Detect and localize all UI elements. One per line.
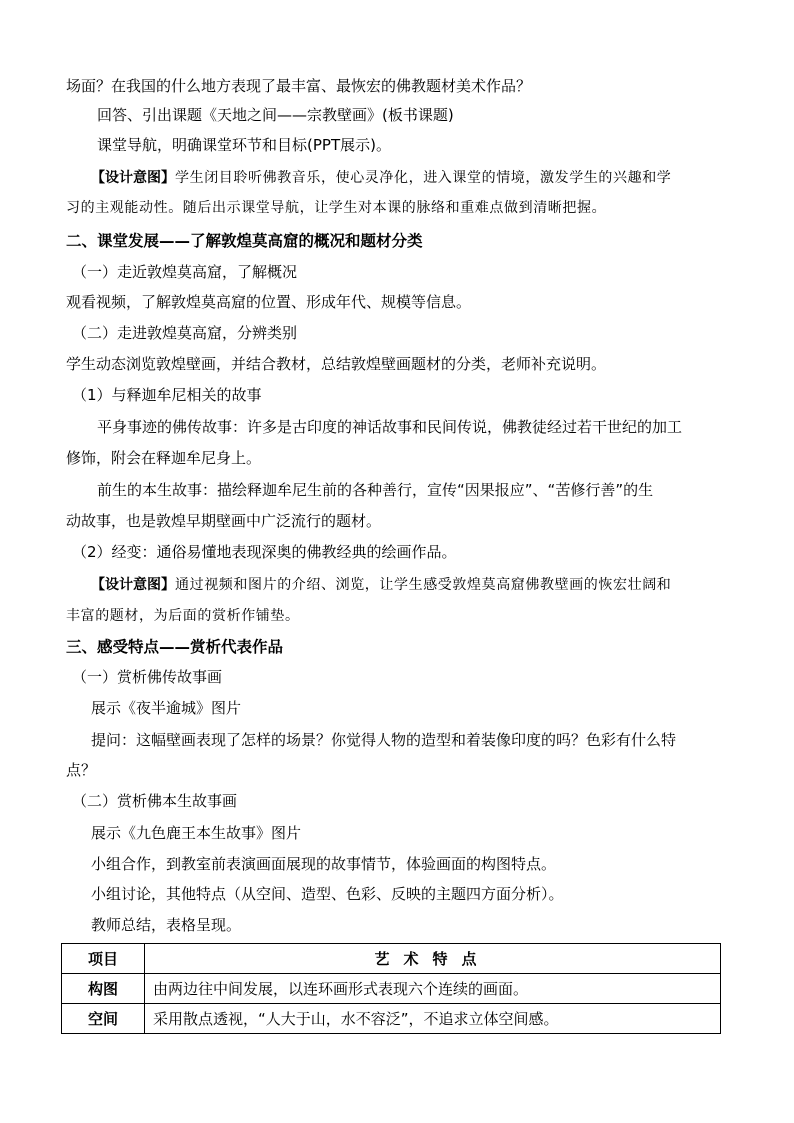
subsection-heading: （2）经变：通俗易懂地表现深奥的佛教经典的绘画作品。 [72, 543, 457, 561]
paragraph-line: 场面？在我国的什么地方表现了最丰富、最恢宏的佛教题材美术作品？ [66, 77, 532, 95]
subsection-heading: （1）与释迦牟尼相关的故事 [72, 386, 262, 404]
table-row [62, 974, 721, 1004]
design-intent-tag: 【设计意图】 [91, 170, 175, 186]
table-row [62, 1004, 721, 1034]
paragraph-line: 展示《九色鹿王本生故事》图片 [91, 824, 302, 842]
paragraph-line: 小组合作，到教室前表演画面展现的故事情节，体验画面的构图特点。 [91, 855, 557, 873]
paragraph-line: 课堂导航，明确课堂环节和目标(PPT展示)。 [97, 136, 391, 154]
design-intent-tag: 【设计意图】 [91, 577, 175, 593]
paragraph-line: 修饰，附会在释迦牟尼身上。 [66, 449, 262, 467]
paragraph-line: 前生的本生故事：描绘释迦牟尼生前的各种善行，宣传“因果报应”、“苦修行善”的生 [97, 481, 654, 499]
paragraph-line: 点？ [66, 761, 97, 779]
section-heading: 二、课堂发展——了解敦煌莫高窟的概况和题材分类 [66, 232, 423, 250]
paragraph-line: 教师总结，表格呈现。 [91, 916, 242, 934]
paragraph-line: 提问：这幅壁画表现了怎样的场景？你觉得人物的造型和着装像印度的吗？色彩有什么特 [91, 731, 677, 749]
paragraph-line: 平身事迹的佛传故事：许多是古印度的神话故事和民间传说，佛教徒经过若干世纪的加工 [97, 418, 683, 436]
design-intent-text: 通过视频和图片的介绍、浏览，让学生感受敦煌莫高窟佛教壁画的恢宏壮阔和 [175, 577, 672, 593]
subsection-heading: （一）走近敦煌莫高窟，了解概况 [72, 263, 298, 281]
design-intent-line: 丰富的题材，为后面的赏析作铺垫。 [66, 608, 300, 624]
subsection-heading: （一）赏析佛传故事画 [72, 668, 223, 686]
table-cell: 由两边往中间发展，以连环画形式表现六个连续的画面。 [145, 974, 721, 1004]
art-features-table [61, 943, 721, 1034]
section-heading: 三、感受特点——赏析代表作品 [66, 638, 284, 656]
subsection-heading: （二）赏析佛本生故事画 [72, 792, 238, 810]
table-cell: 空间 [62, 1004, 145, 1034]
paragraph-line: 学生动态浏览敦煌壁画，并结合教材，总结敦煌壁画题材的分类，老师补充说明。 [66, 355, 607, 373]
table-cell: 构图 [62, 974, 145, 1004]
table-header-cell: 艺术特点 [145, 944, 721, 974]
subsection-heading: （二）走进敦煌莫高窟，分辨类别 [72, 324, 298, 342]
table-header-row [62, 944, 721, 974]
paragraph-line: 回答、引出课题《天地之间——宗教壁画》(板书课题) [97, 106, 454, 124]
design-intent-text: 学生闭目聆听佛教音乐，使心灵净化，进入课堂的情境，激发学生的兴趣和学 [175, 170, 672, 186]
table-header-cell: 项目 [62, 944, 145, 974]
paragraph-line: 小组讨论，其他特点（从空间、造型、色彩、反映的主题四方面分析）。 [91, 885, 564, 903]
design-intent-line: 习的主观能动性。随后出示课堂导航，让学生对本课的脉络和重难点做到清晰把握。 [66, 200, 607, 216]
paragraph-line: 动故事，也是敦煌早期壁画中广泛流行的题材。 [66, 512, 382, 530]
design-intent-line [91, 168, 755, 188]
paragraph-line: 展示《夜半逾城》图片 [91, 699, 242, 717]
paragraph-line: 观看视频，了解敦煌莫高窟的位置、形成年代、规模等信息。 [66, 293, 472, 311]
table-cell: 采用散点透视，“人大于山，水不容泛”，不追求立体空间感。 [145, 1004, 721, 1034]
design-intent-line [91, 575, 755, 595]
